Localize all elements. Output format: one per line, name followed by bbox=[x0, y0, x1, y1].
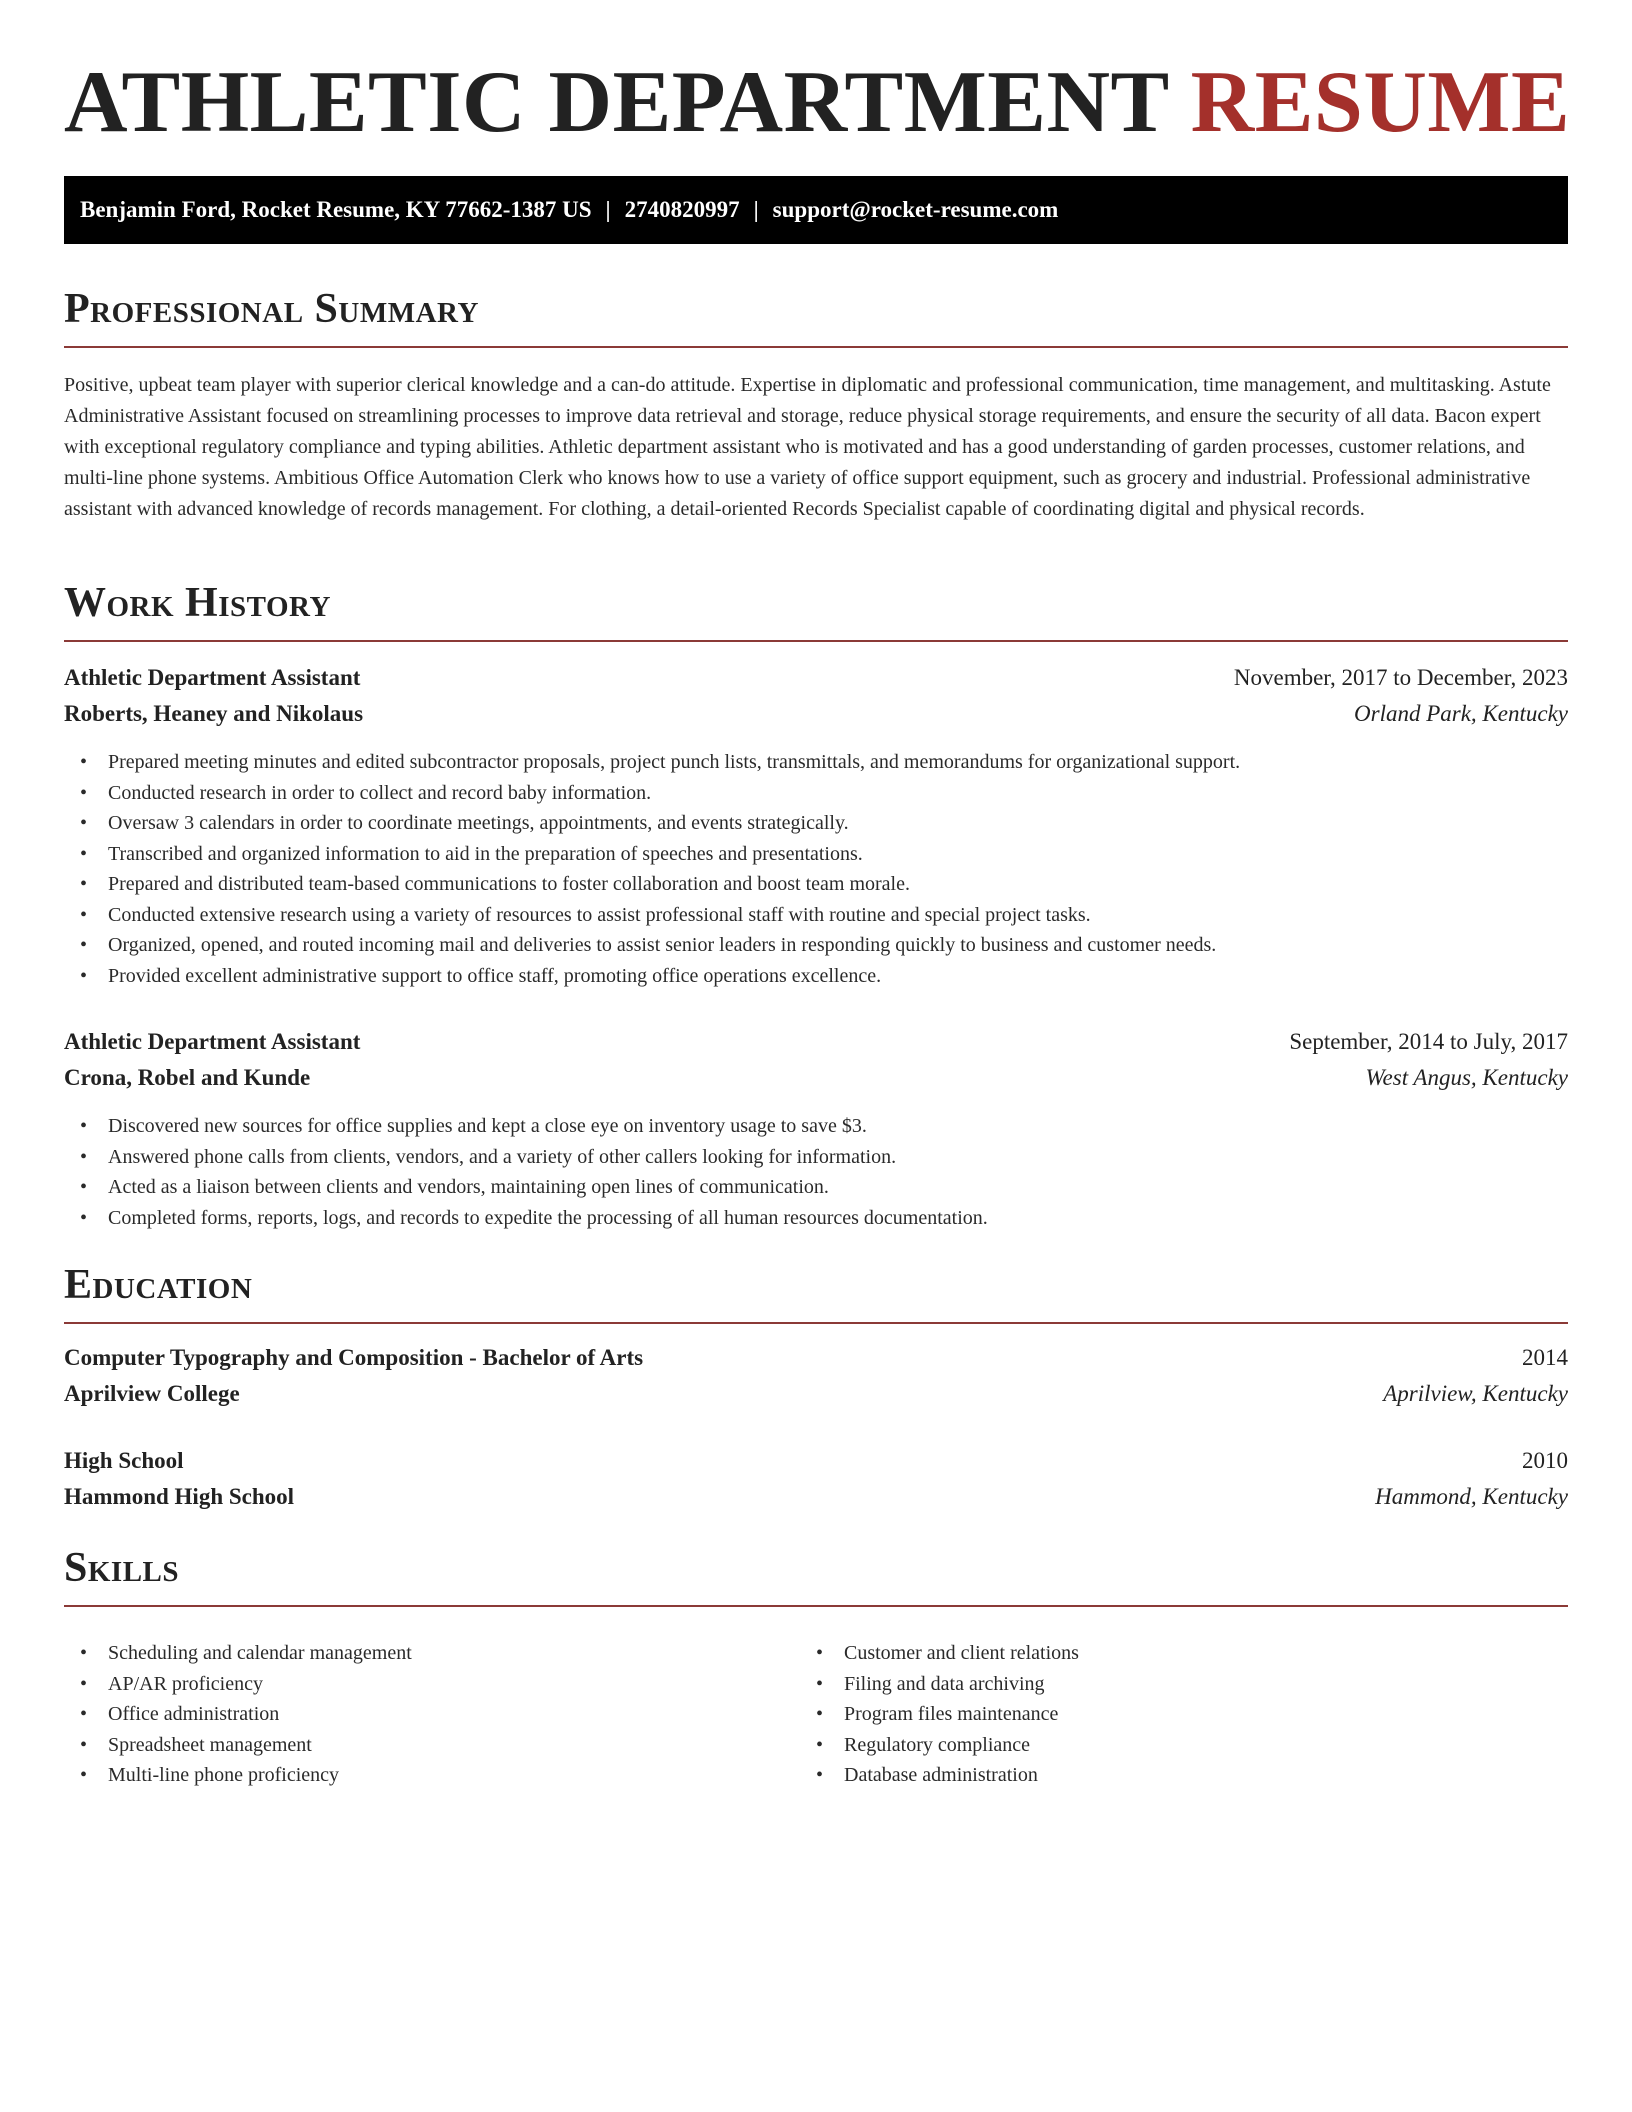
skills-heading: Skills bbox=[64, 1545, 1568, 1607]
education-school: Aprilview College bbox=[64, 1381, 240, 1406]
contact-separator: | bbox=[605, 197, 611, 222]
job-bullet: • Oversaw 3 calendars in order to coordinate meetings, appointments, and events strategically. bbox=[64, 808, 1568, 839]
job-bullet: • Provided excellent administrative support to office staff, promoting office operations excellence. bbox=[64, 961, 1568, 992]
skills-list-right bbox=[800, 1638, 1540, 1791]
resume-title-part1: ATHLETIC DEPARTMENT bbox=[64, 54, 1169, 151]
job-dates: September, 2014 to July, 2017 bbox=[1289, 1029, 1568, 1054]
job-bullet: • Transcribed and organized information to aid in the preparation of speeches and presentations. bbox=[64, 839, 1568, 870]
job-location: Orland Park, Kentucky bbox=[1354, 701, 1568, 726]
job-1-title-row bbox=[64, 660, 1568, 696]
work-history-heading: Work History bbox=[64, 580, 1568, 642]
skill-item: • Program files maintenance bbox=[800, 1699, 1540, 1730]
job-company: Roberts, Heaney and Nikolaus bbox=[64, 701, 364, 726]
job-location: West Angus, Kentucky bbox=[1365, 1065, 1568, 1090]
education-school: Hammond High School bbox=[64, 1484, 295, 1509]
contact-phone: 2740820997 bbox=[624, 197, 740, 222]
job-title: Athletic Department Assistant bbox=[64, 665, 361, 690]
contact-separator: | bbox=[753, 197, 759, 222]
education-degree: Computer Typography and Composition - Bachelor of Arts bbox=[64, 1345, 644, 1370]
education-degree: High School bbox=[64, 1448, 184, 1473]
job-bullet: • Prepared and distributed team-based communications to foster collaboration and boost team morale. bbox=[64, 869, 1568, 900]
resume-title bbox=[64, 50, 1570, 156]
education-2-school-row bbox=[64, 1479, 1568, 1515]
job-company: Crona, Robel and Kunde bbox=[64, 1065, 311, 1090]
job-bullet: • Organized, opened, and routed incoming mail and deliveries to assist senior leaders in responding quickly to business and customer needs. bbox=[64, 930, 1568, 961]
job-2-bullets bbox=[64, 1111, 1568, 1233]
job-title: Athletic Department Assistant bbox=[64, 1029, 361, 1054]
skill-item: • Filing and data archiving bbox=[800, 1669, 1540, 1700]
skill-item: • AP/AR proficiency bbox=[64, 1669, 804, 1700]
job-bullet: • Acted as a liaison between clients and vendors, maintaining open lines of communication. bbox=[64, 1172, 1568, 1203]
job-bullet: • Conducted extensive research using a variety of resources to assist professional staff with routine and special project tasks. bbox=[64, 900, 1568, 931]
resume-title-part2: RESUME bbox=[1190, 54, 1571, 151]
job-2-company-row bbox=[64, 1060, 1568, 1096]
job-bullet: • Answered phone calls from clients, vendors, and a variety of other callers looking for information. bbox=[64, 1142, 1568, 1173]
job-bullet: • Prepared meeting minutes and edited subcontractor proposals, project punch lists, transmittals, and memorandums for organizational support. bbox=[64, 747, 1568, 778]
contact-address: Benjamin Ford, Rocket Resume, KY 77662-1387 US bbox=[80, 197, 592, 222]
education-2-degree-row bbox=[64, 1443, 1568, 1479]
summary-text: Positive, upbeat team player with superior clerical knowledge and a can-do attitude. Expertise in diplomatic and professional communication, time management, and multitasking. Astute Administrative Assistant focused on streamlining processes to improve data retrieval and storage, reduce physical storage requirements, and ensure the security of all data. Bacon expert with exceptional regulatory compliance and typing abilities. Athletic department assistant who is motivated and has a good understanding of garden processes, customer relations, and multi-line phone systems. Ambitious Office Automation Clerk who knows how to use a variety of office support equipment, such as grocery and industrial. Professional administrative assistant with advanced knowledge of records management. For clothing, a detail-oriented Records Specialist capable of coordinating digital and physical records. bbox=[64, 374, 1551, 520]
education-1-school-row bbox=[64, 1376, 1568, 1412]
job-1-bullets bbox=[64, 747, 1568, 991]
education-year: 2010 bbox=[1522, 1448, 1568, 1473]
education-1-degree-row bbox=[64, 1340, 1568, 1376]
skill-item: • Multi-line phone proficiency bbox=[64, 1760, 804, 1791]
education-heading: Education bbox=[64, 1262, 1568, 1324]
job-2-title-row bbox=[64, 1024, 1568, 1060]
skill-item: • Office administration bbox=[64, 1699, 804, 1730]
skill-item: • Customer and client relations bbox=[800, 1638, 1540, 1669]
skill-item: • Database administration bbox=[800, 1760, 1540, 1791]
skills-list-left bbox=[64, 1638, 804, 1791]
education-year: 2014 bbox=[1522, 1345, 1568, 1370]
job-bullet: • Discovered new sources for office supplies and kept a close eye on inventory usage to save $3. bbox=[64, 1111, 1568, 1142]
job-dates: November, 2017 to December, 2023 bbox=[1233, 665, 1568, 690]
skill-item: • Spreadsheet management bbox=[64, 1730, 804, 1761]
contact-bar bbox=[64, 176, 1568, 244]
education-location: Aprilview, Kentucky bbox=[1383, 1381, 1568, 1406]
job-bullet: • Completed forms, reports, logs, and records to expedite the processing of all human resources documentation. bbox=[64, 1203, 1568, 1234]
education-location: Hammond, Kentucky bbox=[1375, 1484, 1568, 1509]
contact-email: support@rocket-resume.com bbox=[772, 197, 1059, 222]
summary-heading: Professional Summary bbox=[64, 286, 1568, 348]
skill-item: • Scheduling and calendar management bbox=[64, 1638, 804, 1669]
job-1-company-row bbox=[64, 696, 1568, 732]
skill-item: • Regulatory compliance bbox=[800, 1730, 1540, 1761]
job-bullet: • Conducted research in order to collect and record baby information. bbox=[64, 778, 1568, 809]
